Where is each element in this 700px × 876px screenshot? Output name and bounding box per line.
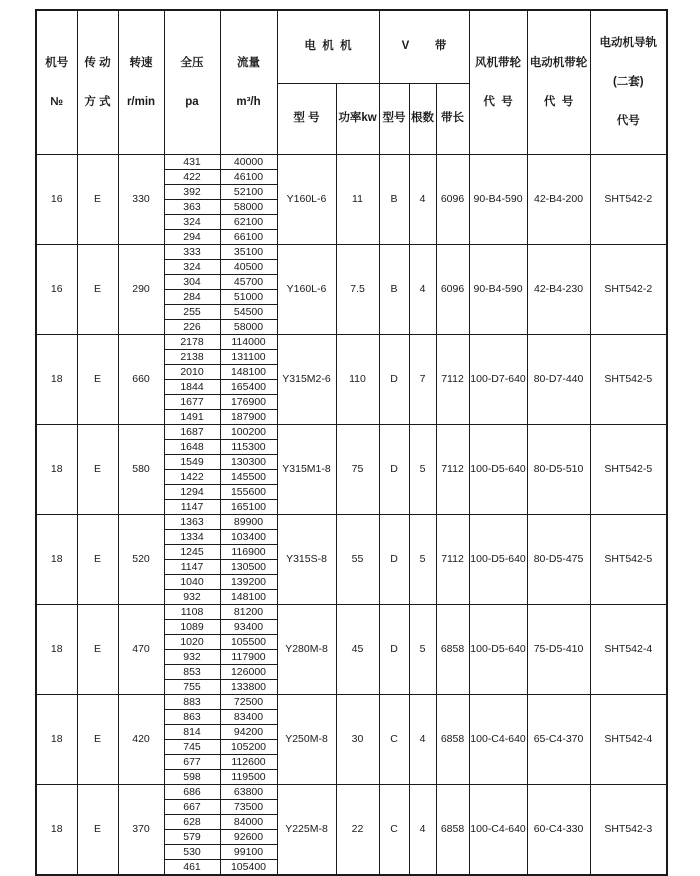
cell-flow: 126000 <box>220 665 277 680</box>
cell-flow: 40500 <box>220 260 277 275</box>
cell-flow: 130300 <box>220 455 277 470</box>
cell-flow: 51000 <box>220 290 277 305</box>
cell-flow: 131100 <box>220 350 277 365</box>
cell-flow: 116900 <box>220 545 277 560</box>
cell-flow: 115300 <box>220 440 277 455</box>
col-header-pressure-line2: pa <box>185 95 199 108</box>
cell-belt-length: 6096 <box>436 245 469 335</box>
cell-machine-no: 18 <box>36 785 77 876</box>
col-header-drive-line2: 方 式 <box>84 95 111 108</box>
cell-motor-pulley: 42-B4-230 <box>527 245 590 335</box>
cell-pressure: 1491 <box>164 410 220 425</box>
cell-belt-model: B <box>379 155 409 245</box>
cell-belt-count: 7 <box>409 335 436 425</box>
cell-pressure: 667 <box>164 800 220 815</box>
cell-motor-model: Y315M1-8 <box>277 425 336 515</box>
cell-motor-power: 75 <box>336 425 379 515</box>
cell-belt-count: 5 <box>409 605 436 695</box>
cell-pressure: 1549 <box>164 455 220 470</box>
cell-rpm: 370 <box>118 785 164 876</box>
spec-table-body <box>36 155 667 876</box>
cell-flow: 148100 <box>220 365 277 380</box>
cell-pressure: 628 <box>164 815 220 830</box>
header-row-1 <box>36 10 667 83</box>
cell-flow: 133800 <box>220 680 277 695</box>
cell-pressure: 1334 <box>164 530 220 545</box>
col-header-motor-pulley-line2: 代 号 <box>543 95 574 108</box>
cell-pressure: 392 <box>164 185 220 200</box>
cell-flow: 52100 <box>220 185 277 200</box>
sub-header-motor-power: 功率kw <box>336 83 379 154</box>
col-header-motor-pulley-line1: 电动机带轮 <box>529 56 588 69</box>
cell-motor-pulley: 75-D5-410 <box>527 605 590 695</box>
cell-belt-length: 6096 <box>436 155 469 245</box>
cell-pressure: 2010 <box>164 365 220 380</box>
cell-pressure: 1363 <box>164 515 220 530</box>
cell-motor-pulley: 60-C4-330 <box>527 785 590 876</box>
cell-pressure: 2138 <box>164 350 220 365</box>
cell-rail: SHT542-2 <box>590 245 667 335</box>
cell-motor-model: Y315M2-6 <box>277 335 336 425</box>
cell-fan-pulley: 100-D5-640 <box>469 515 527 605</box>
cell-rpm: 470 <box>118 605 164 695</box>
cell-flow: 155600 <box>220 485 277 500</box>
cell-motor-pulley: 80-D5-510 <box>527 425 590 515</box>
cell-pressure: 1422 <box>164 470 220 485</box>
cell-motor-model: Y315S-8 <box>277 515 336 605</box>
cell-flow: 83400 <box>220 710 277 725</box>
cell-flow: 176900 <box>220 395 277 410</box>
cell-pressure: 431 <box>164 155 220 170</box>
cell-belt-model: B <box>379 245 409 335</box>
cell-rail: SHT542-5 <box>590 515 667 605</box>
cell-belt-model: D <box>379 425 409 515</box>
table-row <box>36 245 667 260</box>
cell-flow: 73500 <box>220 800 277 815</box>
cell-pressure: 255 <box>164 305 220 320</box>
cell-flow: 187900 <box>220 410 277 425</box>
cell-pressure: 814 <box>164 725 220 740</box>
cell-pressure: 1147 <box>164 560 220 575</box>
cell-pressure: 363 <box>164 200 220 215</box>
group-header-motor: 电 机 机 <box>277 10 379 83</box>
cell-flow: 130500 <box>220 560 277 575</box>
cell-motor-pulley: 42-B4-200 <box>527 155 590 245</box>
cell-belt-model: D <box>379 335 409 425</box>
cell-flow: 94200 <box>220 725 277 740</box>
cell-belt-length: 7112 <box>436 515 469 605</box>
cell-rpm: 420 <box>118 695 164 785</box>
cell-motor-pulley: 80-D7-440 <box>527 335 590 425</box>
cell-pressure: 863 <box>164 710 220 725</box>
col-header-motor-pulley <box>527 10 590 155</box>
col-header-fan-pulley-line1: 风机带轮 <box>475 56 522 69</box>
cell-belt-length: 7112 <box>436 425 469 515</box>
cell-motor-model: Y160L-6 <box>277 155 336 245</box>
cell-flow: 165100 <box>220 500 277 515</box>
cell-flow: 40000 <box>220 155 277 170</box>
cell-pressure: 294 <box>164 230 220 245</box>
cell-fan-pulley: 90-B4-590 <box>469 155 527 245</box>
cell-flow: 103400 <box>220 530 277 545</box>
cell-pressure: 226 <box>164 320 220 335</box>
cell-rail: SHT542-5 <box>590 335 667 425</box>
cell-pressure: 579 <box>164 830 220 845</box>
table-row <box>36 425 667 440</box>
col-header-pressure <box>164 10 220 155</box>
cell-pressure: 1648 <box>164 440 220 455</box>
cell-pressure: 1677 <box>164 395 220 410</box>
cell-pressure: 755 <box>164 680 220 695</box>
cell-flow: 62100 <box>220 215 277 230</box>
col-header-rpm-line2: r/min <box>126 95 156 108</box>
sub-header-belt-model: 型号 <box>379 83 409 154</box>
cell-belt-count: 4 <box>409 695 436 785</box>
cell-drive-mode: E <box>77 695 118 785</box>
cell-rpm: 290 <box>118 245 164 335</box>
cell-fan-pulley: 100-C4-640 <box>469 785 527 876</box>
cell-flow: 119500 <box>220 770 277 785</box>
cell-flow: 72500 <box>220 695 277 710</box>
cell-belt-model: D <box>379 515 409 605</box>
cell-flow: 54500 <box>220 305 277 320</box>
col-header-rail <box>590 10 667 155</box>
cell-pressure: 932 <box>164 650 220 665</box>
cell-flow: 105400 <box>220 860 277 876</box>
col-header-fan-pulley-line2: 代 号 <box>483 95 513 108</box>
cell-flow: 93400 <box>220 620 277 635</box>
col-header-machine-no-line1: 机号 <box>45 56 69 69</box>
cell-pressure: 333 <box>164 245 220 260</box>
cell-pressure: 284 <box>164 290 220 305</box>
cell-pressure: 2178 <box>164 335 220 350</box>
col-header-flow-line1: 流量 <box>237 56 260 69</box>
cell-drive-mode: E <box>77 335 118 425</box>
cell-belt-count: 4 <box>409 155 436 245</box>
cell-motor-power: 30 <box>336 695 379 785</box>
cell-pressure: 461 <box>164 860 220 876</box>
cell-drive-mode: E <box>77 245 118 335</box>
cell-pressure: 932 <box>164 590 220 605</box>
cell-pressure: 883 <box>164 695 220 710</box>
cell-machine-no: 16 <box>36 245 77 335</box>
cell-drive-mode: E <box>77 515 118 605</box>
cell-flow: 89900 <box>220 515 277 530</box>
col-header-rail-line1: 电动机导轨 <box>599 37 658 49</box>
cell-pressure: 1245 <box>164 545 220 560</box>
table-row <box>36 785 667 800</box>
cell-belt-model: C <box>379 785 409 876</box>
cell-rpm: 330 <box>118 155 164 245</box>
cell-flow: 165400 <box>220 380 277 395</box>
cell-belt-length: 6858 <box>436 605 469 695</box>
cell-belt-length: 7112 <box>436 335 469 425</box>
cell-fan-pulley: 100-C4-640 <box>469 695 527 785</box>
cell-drive-mode: E <box>77 785 118 876</box>
cell-machine-no: 18 <box>36 695 77 785</box>
cell-motor-model: Y160L-6 <box>277 245 336 335</box>
cell-motor-power: 7.5 <box>336 245 379 335</box>
cell-flow: 139200 <box>220 575 277 590</box>
cell-fan-pulley: 100-D5-640 <box>469 425 527 515</box>
col-header-drive-mode <box>77 10 118 155</box>
cell-drive-mode: E <box>77 425 118 515</box>
cell-rpm: 580 <box>118 425 164 515</box>
cell-rail: SHT542-5 <box>590 425 667 515</box>
table-row <box>36 605 667 620</box>
sub-header-belt-count: 根数 <box>409 83 436 154</box>
cell-pressure: 598 <box>164 770 220 785</box>
col-header-drive-line1: 传 动 <box>84 56 111 69</box>
col-header-pressure-line1: 全压 <box>180 56 204 69</box>
cell-flow: 63800 <box>220 785 277 800</box>
cell-motor-power: 55 <box>336 515 379 605</box>
cell-pressure: 1147 <box>164 500 220 515</box>
cell-motor-model: Y225M-8 <box>277 785 336 876</box>
cell-belt-model: C <box>379 695 409 785</box>
cell-belt-model: D <box>379 605 409 695</box>
col-header-fan-pulley <box>469 10 527 155</box>
cell-flow: 46100 <box>220 170 277 185</box>
cell-pressure: 304 <box>164 275 220 290</box>
cell-pressure: 677 <box>164 755 220 770</box>
cell-pressure: 745 <box>164 740 220 755</box>
cell-pressure: 1020 <box>164 635 220 650</box>
cell-rpm: 660 <box>118 335 164 425</box>
group-header-vbelt: V 带 <box>379 10 469 83</box>
cell-flow: 58000 <box>220 200 277 215</box>
cell-rail: SHT542-3 <box>590 785 667 876</box>
cell-machine-no: 18 <box>36 335 77 425</box>
cell-machine-no: 18 <box>36 425 77 515</box>
cell-pressure: 1294 <box>164 485 220 500</box>
cell-pressure: 324 <box>164 215 220 230</box>
cell-flow: 84000 <box>220 815 277 830</box>
cell-pressure: 530 <box>164 845 220 860</box>
cell-pressure: 422 <box>164 170 220 185</box>
cell-pressure: 1089 <box>164 620 220 635</box>
cell-pressure: 853 <box>164 665 220 680</box>
cell-belt-count: 4 <box>409 245 436 335</box>
cell-flow: 114000 <box>220 335 277 350</box>
cell-drive-mode: E <box>77 155 118 245</box>
cell-flow: 92600 <box>220 830 277 845</box>
cell-motor-power: 45 <box>336 605 379 695</box>
col-header-machine-no-line2: № <box>50 95 64 108</box>
cell-fan-pulley: 100-D5-640 <box>469 605 527 695</box>
col-header-rpm <box>118 10 164 155</box>
cell-fan-pulley: 100-D7-640 <box>469 335 527 425</box>
cell-motor-power: 110 <box>336 335 379 425</box>
cell-flow: 105500 <box>220 635 277 650</box>
cell-pressure: 686 <box>164 785 220 800</box>
sub-header-motor-model: 型 号 <box>277 83 336 154</box>
col-header-rail-line2: (二套) <box>612 76 644 88</box>
cell-flow: 58000 <box>220 320 277 335</box>
cell-flow: 45700 <box>220 275 277 290</box>
cell-belt-count: 5 <box>409 425 436 515</box>
col-header-flow-line2: m³/h <box>236 95 261 108</box>
cell-pressure: 1108 <box>164 605 220 620</box>
cell-motor-pulley: 80-D5-475 <box>527 515 590 605</box>
col-header-flow <box>220 10 277 155</box>
cell-pressure: 1687 <box>164 425 220 440</box>
cell-pressure: 1844 <box>164 380 220 395</box>
cell-belt-length: 6858 <box>436 785 469 876</box>
cell-belt-length: 6858 <box>436 695 469 785</box>
cell-motor-pulley: 65-C4-370 <box>527 695 590 785</box>
table-header <box>36 10 667 155</box>
cell-machine-no: 16 <box>36 155 77 245</box>
cell-machine-no: 18 <box>36 605 77 695</box>
cell-flow: 112600 <box>220 755 277 770</box>
cell-belt-count: 5 <box>409 515 436 605</box>
cell-flow: 105200 <box>220 740 277 755</box>
col-header-machine-no <box>36 10 77 155</box>
cell-flow: 81200 <box>220 605 277 620</box>
cell-motor-model: Y280M-8 <box>277 605 336 695</box>
cell-drive-mode: E <box>77 605 118 695</box>
cell-rail: SHT542-2 <box>590 155 667 245</box>
cell-flow: 117900 <box>220 650 277 665</box>
cell-pressure: 1040 <box>164 575 220 590</box>
cell-motor-model: Y250M-8 <box>277 695 336 785</box>
cell-flow: 99100 <box>220 845 277 860</box>
cell-rail: SHT542-4 <box>590 695 667 785</box>
cell-flow: 35100 <box>220 245 277 260</box>
sub-header-belt-length: 带长 <box>436 83 469 154</box>
cell-rail: SHT542-4 <box>590 605 667 695</box>
cell-flow: 148100 <box>220 590 277 605</box>
cell-rpm: 520 <box>118 515 164 605</box>
cell-flow: 66100 <box>220 230 277 245</box>
cell-machine-no: 18 <box>36 515 77 605</box>
table-row <box>36 155 667 170</box>
cell-belt-count: 4 <box>409 785 436 876</box>
table-row <box>36 695 667 710</box>
col-header-rail-line3: 代号 <box>616 115 640 127</box>
cell-flow: 145500 <box>220 470 277 485</box>
table-row <box>36 335 667 350</box>
cell-motor-power: 11 <box>336 155 379 245</box>
cell-flow: 100200 <box>220 425 277 440</box>
cell-motor-power: 22 <box>336 785 379 876</box>
table-row <box>36 515 667 530</box>
col-header-rpm-line1: 转速 <box>129 56 153 69</box>
cell-fan-pulley: 90-B4-590 <box>469 245 527 335</box>
cell-pressure: 324 <box>164 260 220 275</box>
